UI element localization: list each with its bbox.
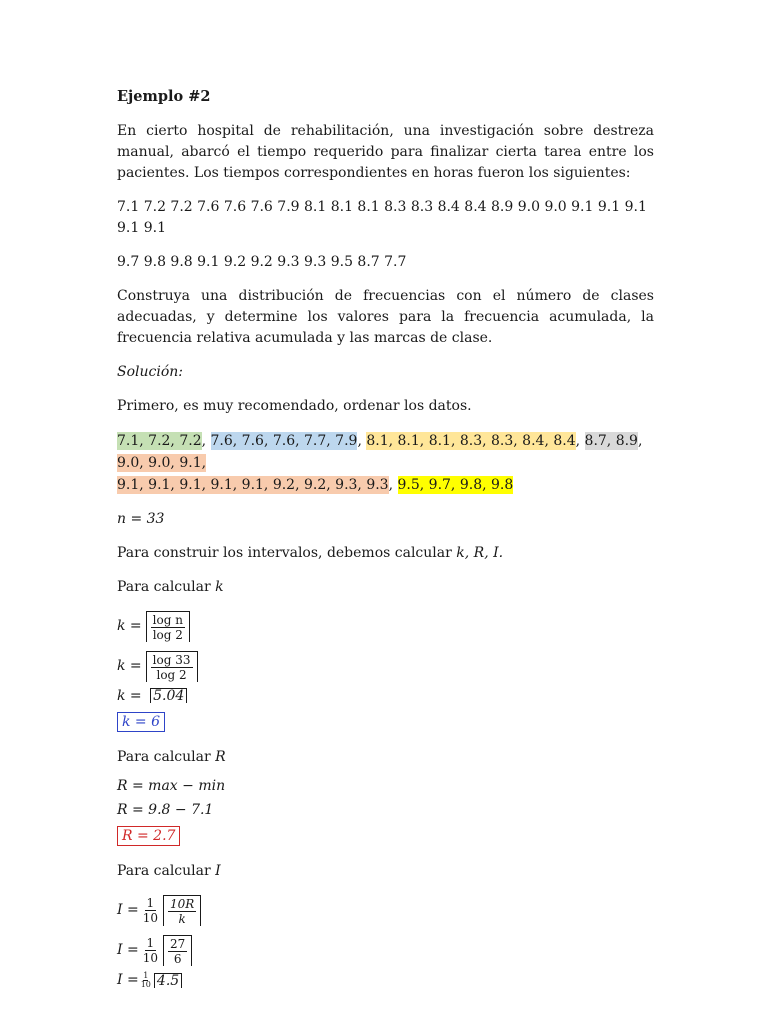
calc-k-heading: [117, 577, 654, 598]
group-bright-yellow: 9.5, 9.7, 9.8, 9.8: [397, 477, 514, 493]
I-eq1-prefactor-num: 1: [146, 895, 155, 910]
I-equation-1: [117, 892, 654, 928]
k-eq3-lhs: k =: [117, 688, 147, 704]
solution-label: Solución:: [117, 364, 183, 380]
k-eq3-value: 5.04: [150, 688, 187, 703]
I-eq1-lhs: I =: [117, 902, 139, 918]
I-eq2-prefactor: [141, 936, 160, 965]
separator: ,: [637, 433, 643, 449]
k-eq2-denominator: log 2: [156, 667, 187, 682]
calc-k-var: k: [215, 579, 224, 595]
I-equation-3: [117, 968, 654, 992]
group-gray: 8.7, 8.9: [584, 433, 638, 449]
separator: ,: [201, 433, 211, 449]
k-result-box: k = 6: [117, 712, 165, 732]
k-eq1-denominator: log 2: [152, 627, 183, 642]
calc-R-var: R: [215, 749, 226, 765]
separator: ,: [388, 477, 398, 493]
I-eq2-prefactor-num: 1: [146, 935, 155, 950]
calc-R-heading: [117, 747, 654, 768]
n-equation: n = 33: [117, 511, 165, 527]
k-equation-1: [117, 608, 654, 644]
calc-k-text: Para calcular: [117, 579, 216, 595]
group-orange-a: 9.0, 9.0, 9.1,: [117, 455, 207, 471]
ceiling-bracket: [163, 895, 201, 926]
I-eq3-value: 4.5: [154, 973, 182, 988]
I-eq3-prefactor-num: 1: [143, 970, 149, 980]
separator: ,: [357, 433, 367, 449]
I-eq2-lhs: I =: [117, 942, 139, 958]
k-eq2-numerator: log 33: [152, 652, 191, 667]
k-eq2-fraction: [151, 653, 193, 682]
order-paragraph: Primero, es muy recomendado, ordenar los datos.: [117, 398, 472, 414]
R-equation-1: [117, 774, 654, 798]
k-equation-2: [117, 648, 654, 684]
calc-I-heading: [117, 861, 654, 882]
I-eq3-prefactor-den: 10: [140, 979, 151, 989]
intervals-paragraph: [117, 543, 654, 564]
k-eq2-lhs: k =: [117, 658, 142, 674]
sorted-data: [117, 430, 654, 496]
group-blue: 7.6, 7.6, 7.6, 7.7, 7.9: [210, 433, 358, 449]
intervals-vars: k, R, I.: [456, 545, 504, 561]
I-eq1-prefactor-den: 10: [142, 910, 158, 925]
data-line-2: 9.7 9.8 9.8 9.1 9.2 9.2 9.3 9.3 9.5 8.7 7.7: [117, 254, 407, 270]
R-eq1: R = max − min: [117, 778, 226, 794]
example-title: Ejemplo #2: [117, 88, 211, 105]
I-eq1-prefactor: [141, 896, 160, 925]
k-equation-3: [117, 684, 654, 708]
separator: ,: [575, 433, 585, 449]
ceiling-bracket: [146, 651, 198, 682]
content-column: [117, 86, 654, 992]
I-eq2-numerator: 27: [170, 936, 186, 951]
I-eq1-fraction: [168, 897, 196, 926]
k-eq1-numerator: log n: [152, 612, 183, 627]
k-eq1-lhs: k =: [117, 618, 142, 634]
I-equation-2: [117, 932, 654, 968]
data-line-1: 7.1 7.2 7.2 7.6 7.6 7.6 7.9 8.1 8.1 8.1 8.3 8.3 8.4 8.4 8.9 9.0 9.0 9.1 9.1 9.1 9.1 9.1: [117, 199, 647, 236]
ceiling-bracket: [163, 935, 192, 966]
R-eq2: R = 9.8 − 7.1: [117, 802, 214, 818]
group-yellow: 8.1, 8.1, 8.1, 8.3, 8.3, 8.4, 8.4: [366, 433, 576, 449]
I-eq1-denominator: k: [178, 911, 186, 926]
group-green: 7.1, 7.2, 7.2: [117, 433, 202, 449]
calc-R-text: Para calcular: [117, 749, 216, 765]
calc-I-text: Para calcular: [117, 863, 216, 879]
I-eq3-lhs: I =: [117, 972, 139, 988]
group-orange-b: 9.1, 9.1, 9.1, 9.1, 9.1, 9.2, 9.2, 9.3, 9.3: [117, 477, 389, 493]
intervals-text: Para construir los intervalos, debemos calcular: [117, 545, 457, 561]
R-equation-2: [117, 798, 654, 822]
I-eq2-fraction: [168, 937, 187, 966]
calc-I-var: I: [215, 863, 221, 879]
R-result-row: [117, 824, 654, 848]
ceiling-bracket: [146, 611, 190, 642]
R-result-box: R = 2.7: [117, 826, 180, 846]
k-eq1-fraction: [151, 613, 185, 642]
I-eq1-numerator: 10R: [170, 896, 195, 911]
I-eq3-prefactor: [141, 972, 151, 989]
task-paragraph: Construya una distribución de frecuencias con el número de clases adecuadas, y determine los valores para la frecuencia acumulada, la frecuencia relativa acumulada y las marcas de clase.: [117, 288, 654, 346]
intro-paragraph: En cierto hospital de rehabilitación, una investigación sobre destreza manual, abarcó el tiempo requerido para finalizar cierta tarea entre los pacientes. Los tiempos correspondientes en horas fueron los siguientes:: [117, 123, 654, 181]
k-result-row: [117, 710, 654, 734]
I-eq2-denominator: 6: [173, 951, 182, 966]
I-eq2-prefactor-den: 10: [142, 950, 158, 965]
